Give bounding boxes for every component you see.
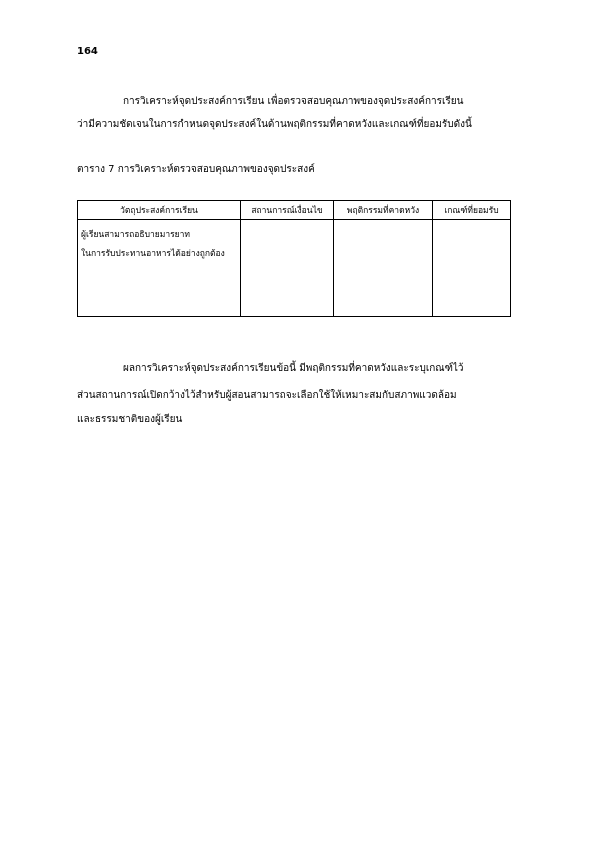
- paragraph-2-line-2: ส่วนสถานการณ์เปิดกว้างไว้สำหรับผู้สอนสามารถจะเลือกใช้ให้เหมาะสมกับสภาพแวดล้อม: [77, 390, 457, 401]
- paragraph-1-line-2: ว่ามีความชัดเจนในการกำหนดจุดประสงค์ในด้านพฤติกรรมที่คาดหวังและเกณฑ์ที่ยอมรับดังนี้: [77, 119, 472, 130]
- cell-objective-line-2: ในการรับประทานอาหารได้อย่างถูกต้อง: [81, 249, 225, 259]
- header-expected-behavior: พฤติกรรมที่คาดหวัง: [334, 201, 433, 220]
- paragraph-1-line-1: การวิเคราะห์จุดประสงค์การเรียน เพื่อตรวจสอบคุณภาพของจุดประสงค์การเรียน: [123, 96, 464, 107]
- page-number: 164: [77, 46, 98, 57]
- table-row: [78, 220, 511, 317]
- cell-objective-line-1: ผู้เรียนสามารถอธิบายมารยาท: [81, 230, 191, 240]
- table-header-row: [78, 201, 511, 220]
- objectives-table: [77, 200, 511, 317]
- cell-criteria: [433, 220, 511, 317]
- header-objective: วัตถุประสงค์การเรียน: [78, 201, 241, 220]
- cell-condition: [241, 220, 334, 317]
- paragraph-2-line-1: ผลการวิเคราะห์จุดประสงค์การเรียนข้อนี้ มีพฤติกรรมที่คาดหวังและระบุเกณฑ์ไว้: [123, 363, 464, 374]
- header-criteria: เกณฑ์ที่ยอมรับ: [433, 201, 511, 220]
- header-condition: สถานการณ์เงื่อนไข: [241, 201, 334, 220]
- cell-objective: [78, 220, 241, 317]
- cell-expected-behavior: [334, 220, 433, 317]
- paragraph-2-line-3: และธรรมชาติของผู้เรียน: [77, 414, 183, 425]
- table-caption: ตาราง 7 การวิเคราะห์ตรวจสอบคุณภาพของจุดประสงค์: [77, 164, 315, 175]
